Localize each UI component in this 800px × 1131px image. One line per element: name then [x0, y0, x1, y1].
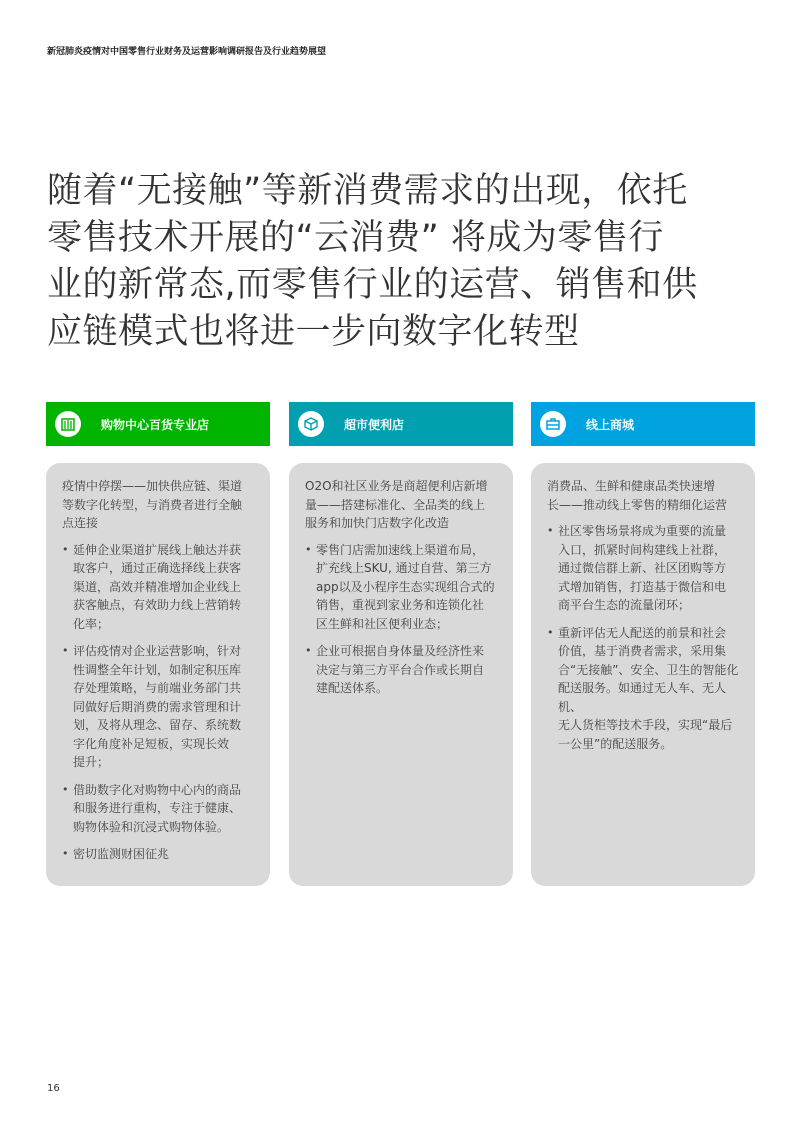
box-icon — [298, 411, 324, 437]
running-header: 新冠肺炎疫情对中国零售行业财务及运营影响调研报告及行业趋势展望 — [47, 47, 327, 57]
card-online — [531, 463, 755, 886]
bullet-item: • 借助数字化对购物中心内的商品 和服务进行重构，专注于健康、 购物体验和沉浸式购物体验。 — [62, 781, 255, 837]
building-icon — [55, 411, 81, 437]
bullet-item: • 企业可根据自身体量及经济性来 决定与第三方平台合作或长期自 建配送体系。 — [305, 642, 498, 698]
column-title: 线上商城 — [586, 417, 635, 432]
bullet-item: • 零售门店需加速线上渠道布局， 扩充线上SKU, 通过自营、第三方 app以及小程序生态实现组合式的 销售，重视到家业务和连锁化社 区生鲜和社区便利业态； — [305, 541, 498, 634]
card-lead: O2O和社区业务是商超便利店新增 量——搭建标准化、全品类的线上 服务和加快门店数字化改造 — [305, 479, 488, 530]
column-header-supermarket — [289, 402, 513, 446]
bullet-item: • 重新评估无人配送的前景和社会 价值，基于消费者需求，采用集 合“无接触”、安全、卫生的智能化 配送服务。如通过无人车、无人机、 无人货柜等技术手段，实现“最后 一公里”的配送服务。 — [547, 624, 740, 754]
page-title: 随着“无接触”等新消费需求的出现，依托 零售技术开展的“云消费” 将成为零售行 业的新常态,而零售行业的运营、销售和供 应链模式也将进一步向数字化转型 — [47, 171, 698, 352]
bullet-item: • 社区零售场景将成为重要的流量 入口，抓紧时间构建线上社群， 通过微信群上新、社区团购等方 式增加销售，打造基于微信和电 商平台生态的流量闭环； — [547, 522, 740, 615]
column-header-mall — [46, 402, 270, 446]
page-number: 16 — [47, 1083, 60, 1094]
bullet-item: • 延伸企业渠道扩展线上触达并获 取客户，通过正确选择线上获客 渠道，高效并精准增加企业线上 获客触点，有效助力线上营销转 化率； — [62, 541, 255, 634]
column-title: 超市便利店 — [344, 417, 405, 432]
card-lead: 疫情中停摆——加快供应链、渠道 等数字化转型，与消费者进行全触 点连接 — [62, 479, 243, 530]
bullet-item: • 密切监测财困征兆 — [62, 845, 255, 864]
card-mall — [46, 463, 270, 886]
card-supermarket — [289, 463, 513, 886]
column-title: 购物中心百货专业店 — [101, 417, 210, 432]
card-lead: 消费品、生鲜和健康品类快速增 长——推动线上零售的精细化运营 — [547, 479, 728, 512]
briefcase-icon — [540, 411, 566, 437]
bullet-item: • 评估疫情对企业运营影响，针对 性调整全年计划，如制定积压库 存处理策略，与前端业务部门共 同做好后期消费的需求管理和计 划，及将从理念、留存、系统数 字化角度补足短板，实现长效 提升； — [62, 642, 255, 772]
column-header-online — [531, 402, 755, 446]
